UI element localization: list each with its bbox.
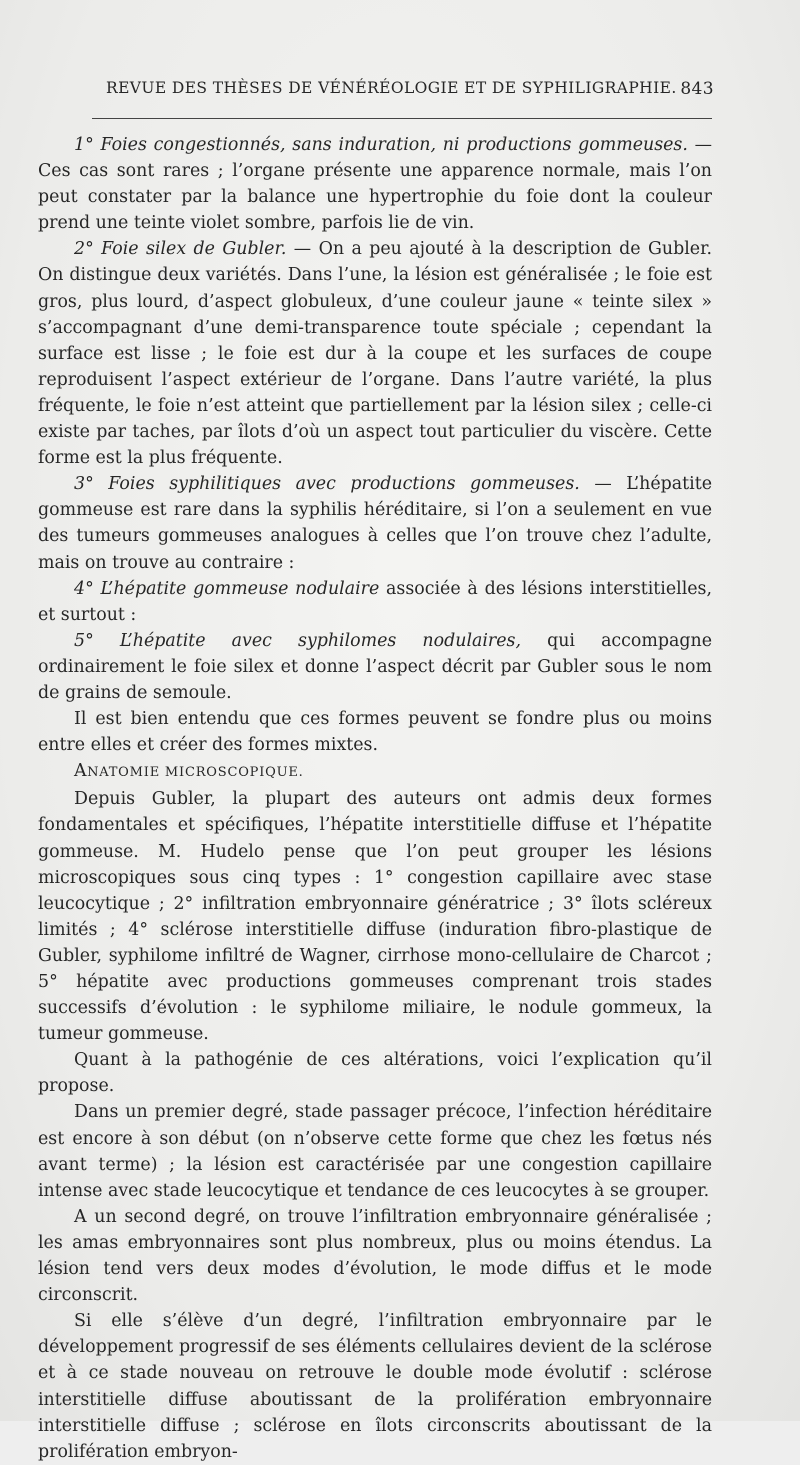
section-label: 2° Foie silex de Gubler. xyxy=(74,239,287,260)
section-label: 1° Foies congestionnés, sans induration, ni productions gommeuses. xyxy=(74,135,688,155)
running-title: REVUE DES THÈSES DE VÉNÉRÉOLOGIE ET DE SYPHILIGRAPHIE. xyxy=(106,79,677,97)
paragraph-foies-syphilitiques xyxy=(38,471,712,575)
paragraph-formes-mixtes xyxy=(38,706,712,758)
paragraph-hepatite-syphilomes xyxy=(38,628,712,706)
paragraph-sclerose xyxy=(38,1308,712,1465)
paragraph-text: — L’hépatite gommeuse est rare dans la syphilis héréditaire, si l’on a seulement en vue des tumeurs gommeuses analogues à celles que l’on trouve chez l’adulte, mais on trouve au contraire : xyxy=(38,474,712,573)
paragraph-pathogenie xyxy=(38,1047,712,1099)
page-header xyxy=(92,79,712,103)
header-rule xyxy=(92,118,712,119)
paragraph-foie-silex xyxy=(38,236,712,471)
paragraph-text: Il est bien entendu que ces formes peuvent se fondre plus ou moins entre elles et créer des formes mixtes. xyxy=(38,709,712,756)
paragraph-premier-degre xyxy=(38,1099,712,1203)
section-label: 5° L’hépatite avec syphilomes nodulaires, xyxy=(74,630,521,651)
paragraph-types-lesions xyxy=(38,786,712,1047)
paragraph-text: A un second degré, on trouve l’infiltration embryonnaire généralisée ; les amas embryonnaires sont plus nombreux, plus ou moins étendus. La lésion tend vers deux modes d’évolution, le mode diffus et le mode circonscrit. xyxy=(38,1206,712,1306)
heading-rest: NATOMIE MICROSCOPIQUE. xyxy=(87,765,304,781)
heading-initial: A xyxy=(74,761,88,782)
paragraph-foies-congestionnes xyxy=(38,132,712,236)
page-number: 843 xyxy=(680,79,714,99)
section-heading-anatomie xyxy=(38,758,712,786)
paragraph-text: Quant à la pathogénie de ces altérations, voici l’explication qu’il propose. xyxy=(38,1050,712,1097)
paragraph-text: qui accompagne ordinairement le foie silex et donne l’aspect décrit par Gubler sous le nom de grains de semoule. xyxy=(38,630,712,703)
paragraph-text: — On a peu ajouté à la description de Gubler. On distingue deux variétés. Dans l’une, la lésion est généralisée ; le foie est gros, plus lourd, d’aspect globuleux, d’une couleur jaune « teinte silex » s’accompagnant d’une demi-transparence toute spéciale ; cependant la surface est lisse ; le foie est dur à la coupe et les surfaces de coupe reproduisent l’aspect extérieur de l’organe. Dans l’autre variété, la plus fréquente, le foie n’est atteint que partiellement par la lésion silex ; celle-ci existe par taches, par îlots d’où un aspect tout particulier du viscère. Cette forme est la plus fréquente. xyxy=(38,239,712,469)
section-label: 4° L’hépatite gommeuse nodulaire xyxy=(74,578,380,599)
paragraph-hepatite-nodulaire xyxy=(38,576,712,628)
section-label: 3° Foies syphilitiques avec productions gommeuses. xyxy=(74,474,580,495)
article-body xyxy=(38,132,712,1465)
paragraph-text: Depuis Gubler, la plupart des auteurs ont admis deux formes fondamentales et spécifiques, l’hépatite interstitielle diffuse et l’hépatite gommeuse. M. Hudelo pense que l’on peut grouper les lésions microscopiques sous cinq types : 1° congestion capillaire avec stase leucocytique ; 2° infiltration embryonnaire génératrice ; 3° îlots scléreux limités ; 4° sclérose interstitielle diffuse (induration fibro-plastique de Gubler, syphilome infiltré de Wagner, cirrhose mono-cellulaire de Charcot ; 5° hépatite avec productions gommeuses comprenant trois stades successifs d’évolution : le syphilome miliaire, le nodule gommeux, la tumeur gommeuse. xyxy=(38,789,712,1045)
paragraph-second-degre xyxy=(38,1204,712,1308)
paragraph-text: — Ces cas sont rares ; l’organe présente une apparence normale, mais l’on peut constater par la balance une hypertrophie du foie dont la couleur prend une teinte violet sombre, parfois lie de vin. xyxy=(38,135,712,234)
paragraph-text: associée à des lésions interstitielles, et surtout : xyxy=(38,578,712,625)
paragraph-text: Dans un premier degré, stade passager précoce, l’infection héréditaire est encore à son début (on n’observe cette forme que chez les fœtus nés avant terme) ; la lésion est caractérisée par une congestion capillaire intense avec stade leucocytique et tendance de ces leucocytes à se grouper. xyxy=(38,1102,712,1201)
paragraph-text: Si elle s’élève d’un degré, l’infiltration embryonnaire par le développement progressif de ses éléments cellulaires devient de la sclérose et à ce stade nouveau on retrouve le double mode évolutif : sclérose interstitielle diffuse aboutissant de la prolifération embryonnaire interstitielle diffuse ; sclérose en îlots circonscrits aboutissant de la prolifération embryon- xyxy=(38,1311,712,1462)
